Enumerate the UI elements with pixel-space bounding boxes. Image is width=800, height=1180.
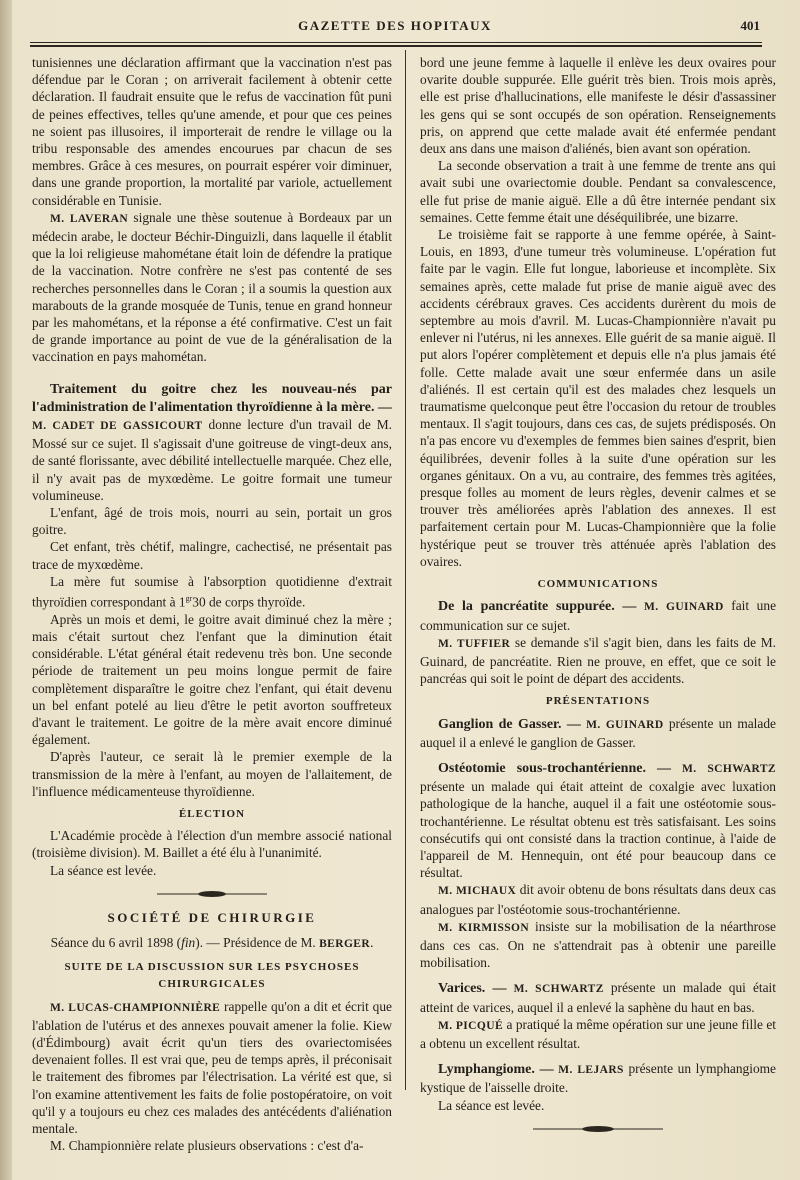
speaker-name: M. PICQUÉ (438, 1019, 504, 1032)
paragraph: Varices. — M. SCHWARTZ présente un malade qui était atteint de varices, auquel il a enlevé la saphène du haut en bas. (420, 980, 776, 1015)
paragraph: Lymphangiome. — M. LEJARS présente un lymphangiome kystique de l'aisselle droite. (420, 1061, 776, 1096)
speaker-name: M. LAVERAN (50, 212, 129, 225)
paragraph (32, 573, 392, 611)
page-header (30, 18, 760, 40)
speaker-name: M. SCHWARTZ (513, 983, 604, 996)
article-subtitle: De la pancréatite suppurée. — (438, 599, 637, 615)
page-number: 401 (740, 18, 760, 33)
right-column (420, 54, 776, 1144)
section-heading: SUITE DE LA DISCUSSION SUR LES PSYCHOSES CHIRURGICALES (64, 961, 360, 991)
unit-superscript: gr (185, 594, 193, 604)
paragraph: D'après l'auteur, ce serait là le premier exemple de la transmission de la mère à l'enfant, au moyen de l'allaitement, de l'influence médicamenteuse thyroïdienne. (32, 749, 392, 799)
header-rule-thick (30, 45, 762, 47)
paragraph: Cet enfant, très chétif, malingre, cachectisé, ne présentait pas trace de myxœdème. (32, 539, 392, 572)
speaker-name: M. MICHAUX (438, 885, 517, 898)
article-subtitle: Varices. — (438, 981, 507, 997)
header-rule-thin (30, 42, 762, 43)
journal-title: GAZETTE DES HOPITAUX (298, 18, 492, 33)
section-ornament (157, 889, 267, 899)
column-divider (405, 50, 406, 1090)
section-heading: COMMUNICATIONS (537, 578, 659, 591)
speaker-name: M. SCHWARTZ (681, 762, 776, 775)
page-binding-edge (0, 0, 12, 1180)
speaker-name: M. CADET DE GASSICOURT (32, 420, 203, 433)
paragraph: Après un mois et demi, le goitre avait diminué chez la mère ; mais c'était surtout chez l'enfant que la diminution était considérable. L'état général était redevenu très bon. Une seconde période de traitement un peu moins longue permit de faire complètement disparaître le goitre chez l'enfant, qui était devenu un bel enfant potelé au lieu d'être le petit avorton souffreteux d'avant le traitement. Le goitre de la mère avait encore diminué également. (32, 611, 392, 748)
paragraph: Ganglion de Gasser. — M. GUINARD présente un malade auquel il a enlevé le ganglion de Gasser. (420, 715, 776, 750)
paragraph: M. TUFFIER se demande s'il s'agit bien, dans les faits de M. Guinard, de pancréatite. Rien ne prouve, en effet, que ce soit le pancréas qui soit le point de départ des accidents. (420, 634, 776, 687)
paragraph-text: donne lecture d'un travail de M. Mossé sur ce sujet. Il s'agissait d'une goitreuse de vingt-deux ans, de santé florissante, avec débilité intellectuelle marquée. Chez elle, il n'y avait pas de myxœdème. Le goitre formait une tumeur volumineuse. (32, 417, 392, 503)
paragraph: M. Championnière relate plusieurs observations : c'est d'a- (50, 1138, 364, 1154)
paragraph: Ostéotomie sous-trochantérienne. — M. SCHWARTZ présente un malade qui était atteint de coxalgie avec luxation pathologique de la hanche, auquel il a fait une ostéotomie sous-trochantérienne. Le résultat obtenu est très satisfaisant. Les soins consécutifs qui ont consisté dans la traction continue, à l'aide de l'appareil de M. Hennequin, ont été pour beaucoup dans ce résultat. (420, 760, 776, 881)
paragraph: M. MICHAUX dit avoir obtenu de bons résultats dans deux cas analogues par l'ostéotomie sous-trochantérienne. (420, 882, 776, 917)
section-heading: PRÉSENTATIONS (545, 695, 651, 708)
section-ornament (533, 1124, 663, 1134)
article-subtitle: Lymphangiome. — (438, 1062, 554, 1078)
paragraph: De la pancréatite suppurée. — M. GUINARD fait une communication sur ce sujet. (420, 598, 777, 633)
paragraph-text: La mère fut soumise à l'absorption quotidienne d'extrait thyroïdien correspondant à 1 (32, 573, 392, 610)
paragraph: bord une jeune femme à laquelle il enlève les deux ovaires pour ovarite double suppurée. Elle guérit très bien. Trois mois après, elle est prise d'hallucinations, elle manifeste le désir d'assassiner les gens qui se sont occupés de son opération. Renseignements pris, on apprend que cette malade avait été enfermée pendant deux ans dans une maison d'aliénés, bien avant son opération. (420, 55, 776, 157)
paragraph: M. PICQUÉ a pratiqué la même opération sur une jeune fille et a obtenu un excellent résultat. (420, 1016, 776, 1051)
seance-line: Séance du 6 avril 1898 (fin). — Présidence de M. BERGER. (50, 935, 374, 951)
speaker-name: M. KIRMISSON (438, 921, 530, 934)
paragraph: La seconde observation a trait à une femme de trente ans qui avait subi une ovariectomie double. Pendant sa convalescence, elle fut prise de manie aiguë. Elle a dû être internée pendant six semaines. Cette femme était une déséquilibrée, une bizarre. (420, 158, 776, 225)
paragraph-text: 30 de corps thyroïde. (192, 594, 306, 610)
paragraph: L'Académie procède à l'élection d'un membre associé national (troisième division). M. Baillet a été élu à l'unanimité. (32, 828, 392, 861)
society-heading: SOCIÉTÉ DE CHIRURGIE (107, 909, 317, 925)
paragraph: La séance est levée. (50, 862, 157, 878)
article-subtitle: Ostéotomie sous-trochantérienne. — (438, 760, 672, 776)
paragraph: M. KIRMISSON insiste sur la mobilisation de la néarthrose dans ces cas. On ne s'attendrait pas à obtenir une pareille mobilisation. (420, 918, 776, 971)
speaker-name: M. TUFFIER (438, 637, 511, 650)
speaker-name: M. LEJARS (558, 1064, 624, 1077)
paragraph: L'enfant, âgé de trois mois, nourri au sein, portait un gros goitre. (32, 505, 392, 538)
paragraph: Le troisième fait se rapporte à une femme opérée, à Saint-Louis, en 1893, d'une tumeur très volumineuse. L'opération fut faite par le vagin. Elle fut longue, laborieuse et incomplète. Six semaines après, cette malade fut prise de manie aiguë avec des accidents cérébraux graves. Ces accidents durèrent du mois de septembre au mois d'avril. M. Lucas-Championnière n'avait pu enlever ni l'utérus, ni les annexes. Elle guérit de sa manie aiguë. Il put alors l'opérer complètement et depuis elle n'a plus jamais été folle. Cette malade avait une sœur enfermée dans un asile d'aliénés. Il est certain qu'il est des malades chez lesquels un traumatisme quelconque peut être l'occasion du retour de troubles mentaux. Il s'agit toujours, dans ces cas, de sujets prédisposés. On n'a pas encore vu d'exemples de femmes bien saines d'esprit, bien équilibrées, devenir folles à la suite d'une opération sur les organes génitaux. On a vu, au contraire, des femmes très agitées, presque folles au moment de leurs règles, devenir calmes et se trouver très améliorées après l'ablation des annexes. Il est parfaitement certain pour M. Lucas-Championnière que la folie hystérique peut se trouver très atténuée après l'ablation des ovaires. (420, 227, 776, 569)
paragraph-text: rappelle qu'on a dit et écrit que l'ablation de l'utérus et des annexes pouvait amener la folie. Kiew (d'Édimbourg) avait écrit qu'un tiers des ovariectomisées devenaient folles. Il est vrai que, peu de temps après, il préconisait le traitement des fibromes par l'électrisation. La vérité est que, si l'on examine attentivement les faits de folie postopératoire, on voit qu'il y a toujours eu chez ces malades des antécédents d'aliénation mentale. (32, 998, 392, 1137)
paragraph (32, 209, 392, 366)
paragraph (32, 998, 392, 1138)
article-subtitle: Ganglion de Gasser. — (438, 716, 581, 732)
section-heading: ÉLECTION (178, 808, 246, 820)
paragraph (32, 380, 392, 504)
paragraph: tunisiennes une déclaration affirmant que la vaccination n'est pas défendue par le Coran ; on arriverait facilement à obtenir cette déclaration. Il faudrait ensuite que le refus de vaccination fût puni de peines effectives, telles qu'une amende, et pour que ces peines ne soient pas illusoires, il importerait de rendre le village ou la tribu responsable des amendes encourues par chacun de ses membres. Grâce à ces mesures, on pourrait espérer voir diminuer, dans une grande proportion, la mortalité par variole, actuellement considérable en Tunisie. (32, 55, 392, 208)
speaker-name: M. GUINARD (643, 601, 724, 614)
speaker-name: M. GUINARD (586, 718, 664, 731)
paragraph: La séance est levée. (438, 1097, 545, 1113)
article-subtitle: Traitement du goitre chez les nouveau-nés par l'administration de l'alimentation thyroïdienne à la mère. — (32, 381, 392, 415)
left-column (32, 54, 392, 1154)
speaker-name: M. LUCAS-CHAMPIONNIÈRE (50, 1001, 221, 1014)
paragraph-text: signale une thèse soutenue à Bordeaux par un médecin arabe, le docteur Béchir-Dinguizli, dans laquelle il établit que la loi religieuse mahométane était loin de défendre la pratique de la vaccination. Notre confrère ne s'est pas contenté de ses recherches personnelles dans le Coran ; il a soumis la question aux marabouts de la grande mosquée de Tunis, tenue en grand honneur par les mahométans, et la réponse a été confirmative. C'est un fait de grande importance au point de vue de la généralisation de la vaccination en pays mahométan. (32, 209, 392, 365)
